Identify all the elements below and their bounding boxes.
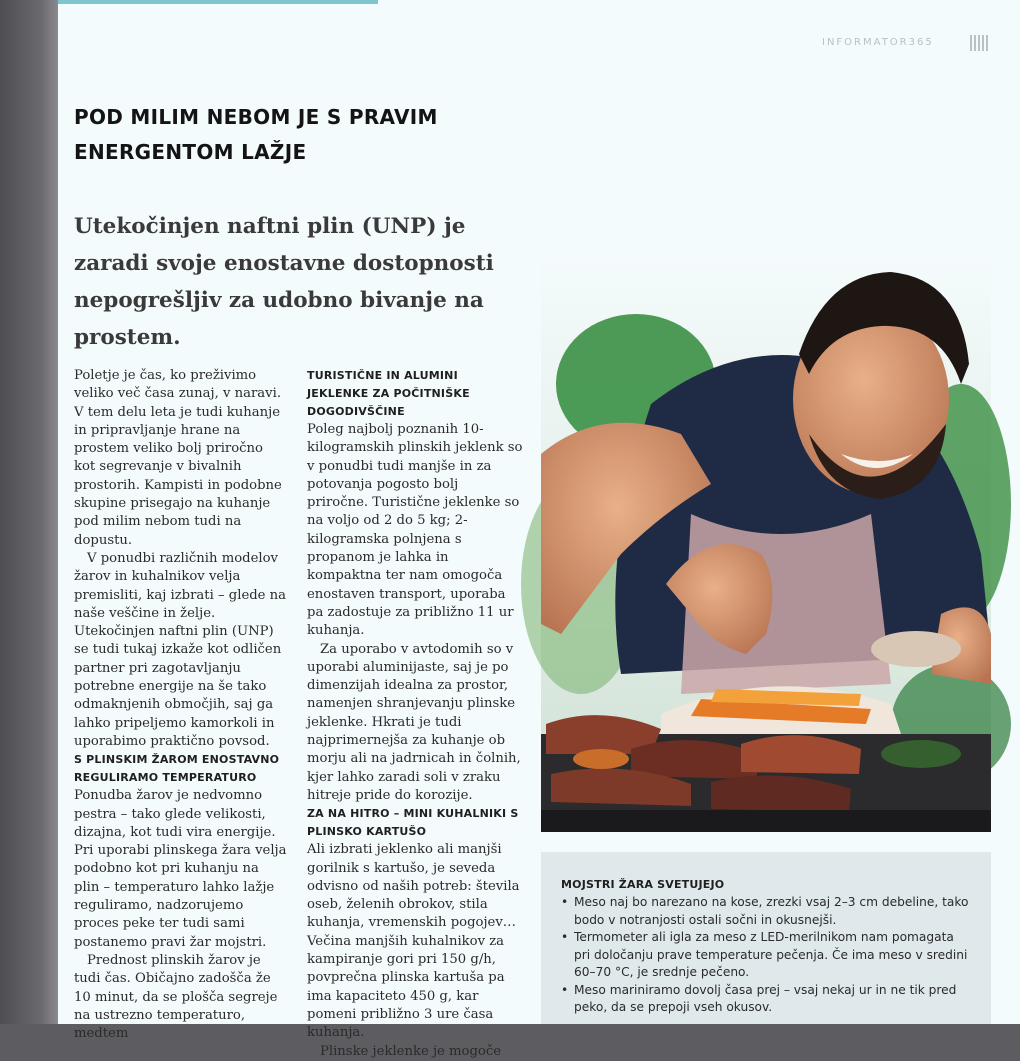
paragraph: Ponudba žarov je nedvomno pestra – tako glede velikosti, dizajna, kot tudi vira energije. Pri uporabi plinskega žara velja podobno kot pri kuhanju na plin – temperaturo lahko lažje reguliramo, nadzorujemo proces peke ter tudi sami postanemo pravi žar mojstri. xyxy=(74,788,287,950)
tips-title: MOJSTRI ŽARA SVETUJEJO xyxy=(561,878,725,891)
magazine-page xyxy=(58,0,1020,1059)
running-head: INFORMATOR365 xyxy=(822,37,934,48)
grilling-photo xyxy=(541,254,991,832)
paragraph: Za uporabo v avtodomih so v uporabi aluminijaste, saj je po dimenzijah idealna za prostor, namenjen shranjevanju plinske jeklenke. Hkrati je tudi najprimernejša za kuhanje ob morju ali na jadrnicah in čolnih, kjer lahko zaradi soli v zraku hitreje pride do korozije. xyxy=(307,641,521,803)
lead-line: prostem. xyxy=(74,325,181,350)
article-title xyxy=(74,100,534,170)
title-line: ENERGENTOM LAŽJE xyxy=(74,140,307,164)
paragraph: V ponudbi različnih modelov žarov in kuhalnikov velja premisliti, kaj izbrati – glede na naše veščine in želje. Utekočinjen naftni plin (UNP) se tudi tukaj izkaže kot odličen partner pri zagotavljanju potrebne energije na še tako odmaknjenih območjih, saj ga lahko pripeljemo kamorkoli in uporabimo praktično povsod. xyxy=(74,550,287,749)
tips-box xyxy=(541,852,991,1024)
tip-item: • Meso naj bo narezano na kose, zrezki vsaj 2–3 cm debeline, tako bodo v notranjosti ostali sočni in okusnejši. xyxy=(561,894,971,929)
text-column-2 xyxy=(307,367,523,1061)
article-lead xyxy=(74,208,544,356)
paragraph: Poleg najbolj poznanih 10-kilogramskih plinskih jeklenk so v ponudbi tudi manjše in za potovanja pogosto bolj priročne. Turistične jeklenke so na voljo od 2 do 5 kg; 2-kilogramska polnjena s propanom je lahka in kompaktna ter nam omogoča enostaven transport, uporaba pa zadostuje za približno 11 ur kuhanja. xyxy=(307,422,523,639)
tip-item: • Termometer ali igla za meso z LED-merilnikom nam pomagata pri določanju prave temperature pečenja. Če ima meso v sredini 60–70 °C, je srednje pečeno. xyxy=(561,929,971,982)
accent-strip xyxy=(58,0,378,4)
binding-spine xyxy=(0,0,58,1024)
paragraph: Prednost plinskih žarov je tudi čas. Običajno zadošča že 10 minut, da se plošča segreje na ustrezno temperaturo, medtem xyxy=(74,952,278,1042)
text-column-1 xyxy=(74,367,288,1043)
barcode-icon xyxy=(970,35,988,51)
paragraph: Ali izbrati jeklenko ali manjši gorilnik s kartušo, je seveda odvisno od naših potreb: števila oseb, želenih obrokov, stila kuhanja, vremenskih pogojev… Večina manjših kuhalnikov za kampiranje gori pri 150 g/h, povprečna plinska kartuša pa ima kapaciteto 450 g, kar pomeni približno 3 ure časa kuhanja. xyxy=(307,842,520,1041)
title-line: POD MILIM NEBOM JE S PRAVIM xyxy=(74,105,438,129)
subheading: TURISTIČNE IN ALUMINI JEKLENKE ZA POČITNIŠKE DOGODIVŠČINE xyxy=(307,369,470,418)
subheading: S PLINSKIM ŽAROM ENOSTAVNO REGULIRAMO TEMPERATURO xyxy=(74,753,280,785)
tip-item: • Meso mariniramo dovolj časa prej – vsaj nekaj ur in ne tik pred peko, da se prepoji vseh okusov. xyxy=(561,982,971,1017)
lead-line: nepogrešljiv za udobno bivanje na xyxy=(74,288,484,313)
subheading: ZA NA HITRO – MINI KUHALNIKI S PLINSKO KARTUŠO xyxy=(307,807,519,839)
paragraph: Poletje je čas, ko preživimo veliko več časa zunaj, v naravi. V tem delu leta je tudi kuhanje in pripravljanje hrane na prostem veliko bolj priročno kot segrevanje v bivalnih prostorih. Kampisti in podobne skupine prisegajo na kuhanje pod milim nebom tudi na dopustu. xyxy=(74,368,282,548)
lead-line: zaradi svoje enostavne dostopnosti xyxy=(74,251,494,276)
tips-list xyxy=(561,894,971,1017)
lead-line: Utekočinjen naftni plin (UNP) je xyxy=(74,214,466,239)
paragraph: Plinske jeklenke je mogoče xyxy=(320,1043,502,1059)
